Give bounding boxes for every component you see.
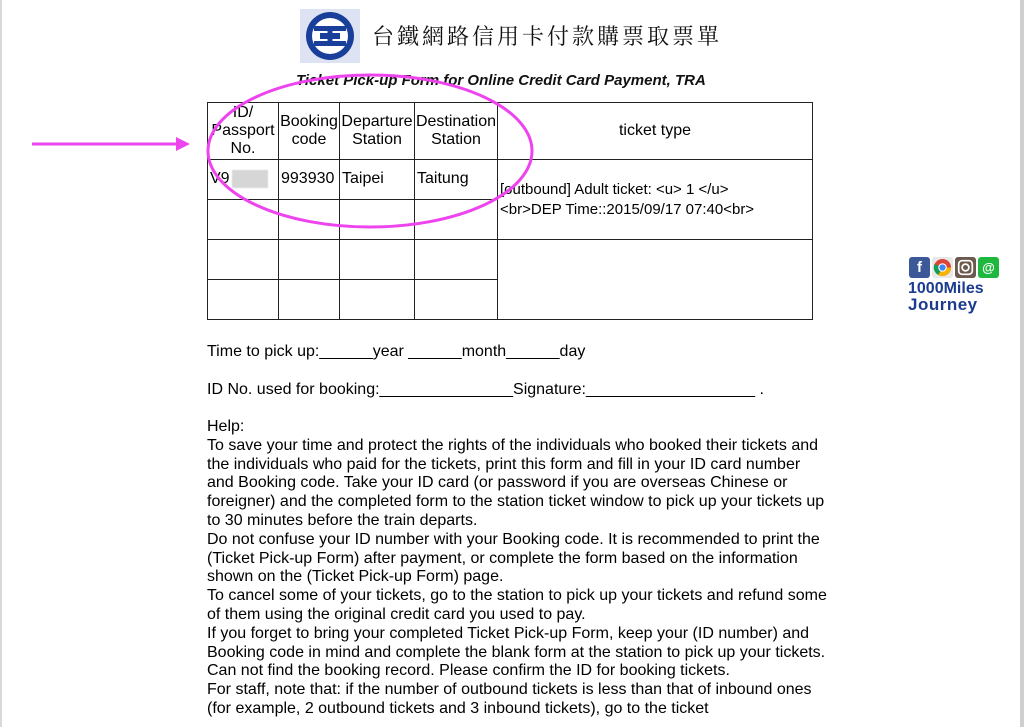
id-value: V9 — [210, 170, 230, 188]
pickup-time-line: Time to pick up:______year ______month______day — [207, 343, 586, 360]
redacted-id-block — [232, 170, 268, 188]
ticket-type-cell — [498, 160, 813, 240]
help-heading: Help: — [207, 418, 245, 435]
brand-watermark — [908, 257, 1003, 315]
destination-cell: Taitung — [415, 160, 498, 200]
ticket-type-line-1: [outbound] Adult ticket: <u> 1 </u> — [500, 180, 729, 198]
facebook-icon: f — [909, 257, 930, 278]
annotation-arrowhead-icon — [176, 137, 190, 151]
departure-cell: Taipei — [340, 160, 415, 200]
page-border-left — [0, 0, 2, 727]
page-title-english: Ticket Pick-up Form for Online Credit Card Payment, TRA — [296, 72, 706, 89]
chrome-icon — [932, 257, 953, 278]
table-row — [208, 160, 813, 200]
ticket-type-line-2: <br>DEP Time::2015/09/17 07:40<br> — [500, 200, 755, 218]
help-paragraph-4: If you forget to bring your completed Ticket Pick-up Form, keep your (ID number) and Booking code in mind and complete the blank form at the station to pick up your tickets. — [207, 624, 826, 661]
help-section — [207, 418, 827, 719]
help-paragraph-6: For staff, note that: if the number of outbound tickets is less than that of inbound ones (for example, 2 outbound tickets and 3 inbound tickets), go to the ticket — [207, 681, 812, 717]
booking-code-cell: 993930 — [279, 160, 340, 200]
table-header-row — [208, 103, 813, 160]
header-booking-code: Booking code — [279, 103, 340, 160]
header-ticket-type: ticket type — [498, 103, 813, 160]
social-icons — [909, 257, 1003, 278]
help-paragraph-3: To cancel some of your tickets, go to the station to pick up your tickets and refund some of them using the original credit card you used to pay. — [207, 587, 827, 623]
brand-name-line-1: 1000Miles — [908, 280, 984, 297]
help-paragraph-5: Can not find the booking record. Please confirm the ID for booking tickets. — [207, 662, 730, 680]
instagram-icon — [955, 257, 976, 278]
id-signature-line: ID No. used for booking:_______________Signature:___________________ . — [207, 381, 764, 398]
table-row — [208, 240, 813, 280]
tra-logo-icon — [300, 9, 360, 63]
header-departure-station: Departure Station — [340, 103, 415, 160]
scrollbar-edge[interactable] — [1020, 0, 1024, 727]
brand-name-line-2: Journey — [908, 295, 978, 314]
line-icon: @ — [978, 257, 999, 278]
help-paragraph-2: Do not confuse your ID number with your Booking code. It is recommended to print the (Ticket Pick-up Form) after payment, or complete the form based on the information shown on the (Ticket Pick-up Form) page. — [207, 530, 820, 586]
header-destination-station: Destination Station — [415, 103, 498, 160]
ticket-table — [207, 102, 813, 320]
header-id-passport: ID/ Passport No. — [208, 103, 279, 160]
page-title-chinese: 台鐵網路信用卡付款購票取票單 — [372, 25, 723, 50]
help-paragraph-1: To save your time and protect the rights of the individuals who booked their tickets and the individuals who paid for the tickets, print this form and fill in your ID card number and Booking code. Take your ID card (or password if you are overseas Chinese or foreigner) and the completed form to the station ticket window to pick up your tickets up to 30 minutes before the train departs. — [207, 436, 825, 529]
id-cell — [208, 160, 279, 200]
